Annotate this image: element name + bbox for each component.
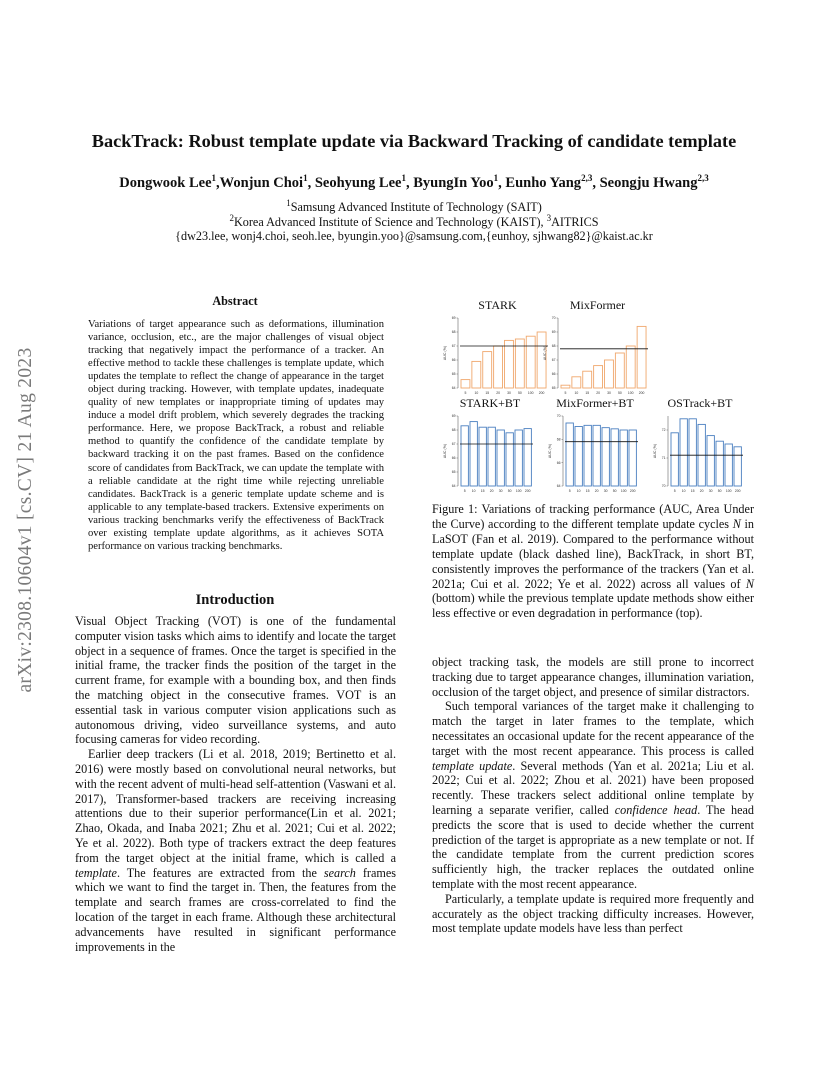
x-tick-label: 50	[612, 489, 617, 493]
y-tick-label: 69	[551, 330, 556, 335]
x-tick-label: 100	[725, 489, 732, 493]
right-paragraph-1: object tracking task, the models are still prone to incorrect tracking due to target appearance changes, illumination variation, occlusion of the target object, and presence of similar distractors.	[432, 655, 754, 699]
intro-paragraph-2: Earlier deep trackers (Li et al. 2018, 2019; Bertinetto et al. 2016) were mostly based on convolutional neural networks, but with the recent advent of multi-head self-attention (Vaswani et al. 2017), Transformer-based trackers are receiving increasing attentions due to their superior performance(Lin et al. 2021; Zhao, Okada, and Inaba 2021; Zhu et al. 2021; Cui et al. 2022; Ye et al. 2022). Both type of trackers extract the deep features from the target object at the initial frame, which is called a template. The features are extracted from the search frames which we want to find the target in. Then, the features from the template and search frames are cross-correlated to find the location of the target in each frame. Although these architectural advancements have resulted in significant performance improvements in the	[75, 747, 396, 954]
x-tick-label: 15	[585, 489, 590, 493]
author-list: Dongwook Lee$^1$,Wonjun Choi$^1$, Seohyung Lee$^1$, ByungIn Yoo$^1$, Eunho Yang$^{2,3}$, Seongju Hwang$^{2,3}$	[119, 173, 709, 191]
chart-mixformer	[540, 298, 655, 398]
x-tick-label: 20	[596, 391, 600, 395]
bar	[526, 336, 535, 388]
x-tick-label: 5	[463, 489, 466, 493]
right-paragraph-2: Such temporal variances of the target make it challenging to match the target in later frames to the template, which necessitates an occasional update for the recent appearance of the target with the most recent appearance. This process is called template update. Several methods (Yan et al. 2021a; Liu et al. 2022; Cui et al. 2022; Zhou et al. 2021) have been proposed recently. These trackers select additional online template by learning a separate verifier, called confidence head. The head predicts the score that is used to decide whether the current prediction of the target is appropriate as a new template or not. If the candidate template from the current prediction scores sufficiently high, the tracker replaces the outdated online template with the most recent appearance.	[432, 699, 755, 891]
bar	[680, 419, 687, 486]
bar	[626, 346, 635, 388]
x-tick-label: 200	[629, 489, 636, 493]
x-tick-label: 10	[574, 391, 579, 395]
y-tick-label: 64	[451, 386, 456, 391]
y-tick-label: 69	[451, 414, 456, 419]
x-tick-label: 50	[517, 391, 522, 395]
affiliation-1: $^1$Samsung Advanced Institute of Technology (SAIT)	[286, 198, 542, 215]
bar	[725, 444, 732, 486]
y-axis-label: AUC (%)	[443, 443, 447, 459]
x-tick-label: 100	[515, 489, 522, 493]
introduction-heading: Introduction	[195, 592, 275, 608]
bar	[611, 429, 618, 486]
bar	[671, 433, 678, 486]
x-tick-label: 5	[568, 489, 571, 493]
x-tick-label: 20	[496, 391, 500, 395]
bar	[488, 427, 495, 486]
x-tick-label: 15	[585, 391, 590, 395]
bar	[584, 425, 591, 486]
arxiv-identifier: arXiv:2308.10604v1 [cs.CV] 21 Aug 2023	[15, 347, 36, 693]
x-tick-label: 15	[480, 489, 485, 493]
bar	[620, 430, 627, 486]
x-tick-label: 50	[717, 489, 722, 493]
introduction-body	[75, 614, 396, 954]
y-tick-label: 68	[556, 437, 561, 442]
right-column-text	[432, 655, 754, 936]
bar	[470, 422, 477, 486]
x-tick-label: 5	[673, 489, 676, 493]
y-tick-label: 68	[451, 330, 456, 335]
bar	[566, 423, 573, 486]
y-axis-label: AUC (%)	[443, 345, 447, 361]
y-tick-label: 65	[551, 386, 556, 391]
y-tick-label: 70	[556, 414, 561, 419]
bar	[561, 385, 570, 388]
y-tick-label: 66	[451, 456, 456, 461]
chart-ostrack-bt	[650, 396, 750, 496]
x-tick-label: 5	[464, 391, 467, 395]
x-tick-label: 200	[734, 489, 741, 493]
right-paragraph-3: Particularly, a template update is required more frequently and accurately as the object tracking difficulty increases. However, most template update models have less than perfect	[432, 891, 754, 936]
y-axis-label: AUC (%)	[653, 443, 657, 459]
bar	[583, 371, 592, 388]
y-tick-label: 67	[551, 358, 556, 363]
bar	[515, 430, 522, 486]
chart-stark-bt	[440, 396, 540, 496]
bar	[605, 360, 614, 388]
x-tick-label: 200	[538, 391, 545, 395]
x-tick-label: 200	[638, 391, 645, 395]
y-tick-label: 64	[451, 484, 456, 489]
chart-plot	[545, 410, 645, 500]
chart-title: STARK+BT	[459, 396, 521, 410]
x-tick-label: 30	[498, 489, 503, 493]
y-tick-label: 65	[451, 372, 456, 377]
chart-plot	[440, 410, 540, 500]
x-tick-label: 200	[524, 489, 531, 493]
chart-title: STARK	[478, 298, 517, 312]
y-tick-label: 70	[551, 316, 556, 321]
y-tick-label: 66	[556, 460, 561, 465]
bar	[472, 361, 481, 388]
y-tick-label: 66	[451, 358, 456, 363]
y-tick-label: 65	[451, 470, 456, 475]
x-tick-label: 100	[620, 489, 627, 493]
x-tick-label: 10	[681, 489, 686, 493]
x-tick-label: 20	[594, 489, 599, 493]
x-tick-label: 100	[627, 391, 634, 395]
bar	[637, 326, 646, 388]
y-tick-label: 71	[661, 456, 666, 461]
y-tick-label: 66	[551, 372, 556, 377]
x-tick-label: 30	[507, 391, 511, 395]
bar	[524, 429, 531, 486]
chart-title: OSTrack+BT	[667, 396, 733, 410]
bar	[716, 441, 723, 486]
bar	[494, 346, 503, 388]
y-tick-label: 70	[661, 484, 666, 489]
bar	[575, 427, 582, 487]
x-tick-label: 20	[489, 489, 494, 493]
bar	[689, 419, 696, 486]
x-tick-label: 10	[576, 489, 581, 493]
y-tick-label: 67	[451, 442, 456, 447]
bar	[483, 352, 492, 388]
bar	[461, 380, 470, 388]
x-tick-label: 30	[708, 489, 713, 493]
x-tick-label: 15	[690, 489, 695, 493]
abstract-heading: Abstract	[212, 294, 258, 308]
abstract-body: Variations of target appearance such as deformations, illumination variance, occlusion, etc., are the major challenges of visual object tracking that negatively impact the performance of a tracker. An effective method to tackle these challenges is template update, which updates the template to reflect the change of appearance in the target object during tracking. However, with template updates, inadequate quality of new templates or inappropriate timing of updates may induce a model drift problem, which severely degrades the tracking performance. Here, we propose BackTrack, a robust and reliable method to quantify the confidence of the candidate template by backward tracking it on the past frames. Based on the confidence score of candidates from BackTrack, we can update the template with a reliable candidate at the right time while rejecting unreliable candidates. BackTrack is a generic template update scheme and is applicable to any template-based trackers. Extensive experiments on various tracking benchmarks verify the effectiveness of BackTrack over existing template update algorithms, as it achieves SOTA performance on various tracking benchmarks.	[88, 319, 384, 552]
bar	[629, 430, 636, 486]
x-tick-label: 30	[603, 489, 608, 493]
y-axis-label: AUC (%)	[543, 345, 547, 361]
chart-title: MixFormer	[569, 298, 626, 312]
author-emails: {dw23.lee, wonj4.choi, seoh.lee, byungin.yoo}@samsung.com,{eunhoy, sjhwang82}@kaist.ac.kr	[175, 229, 653, 243]
x-tick-label: 20	[699, 489, 704, 493]
intro-paragraph-1: Visual Object Tracking (VOT) is one of the fundamental computer vision tasks which aims to identify and locate the target object in a sequence of frames. Once the target is specified in the initial frame, the tracker finds the position of the target in the current frame, for example with a bounding box, and then finds the matching object in the consecutive frames. VOT is an essential task in various computer vision applications such as autonomous driving, video surveillance systems, and auto focusing cameras for video recording.	[75, 614, 396, 747]
bar	[615, 353, 624, 388]
figure-caption: Figure 1: Variations of tracking performance (AUC, Area Under the Curve) according to the different template update cycles N in LaSOT (Fan et al. 2019). Compared to the performance without template update (black dashed line), BackTrack, in short BT, consistently improves the performance of the trackers (Yan et al. 2021a; Cui et al. 2022; Ye et al. 2022) across all values of N (bottom) while the previous template update methods show either less effective or even degradation in performance (top).	[432, 502, 754, 621]
bar	[505, 340, 514, 388]
bar	[602, 428, 609, 486]
x-tick-label: 10	[474, 391, 479, 395]
bar	[461, 426, 468, 486]
chart-stark	[440, 298, 555, 398]
y-tick-label: 68	[451, 428, 456, 433]
bar	[707, 436, 714, 486]
bar	[572, 377, 581, 388]
x-tick-label: 50	[617, 391, 622, 395]
x-tick-label: 50	[507, 489, 512, 493]
bar	[497, 430, 504, 486]
affiliation-2: $^2$Korea Advanced Institute of Science and Technology (KAIST), $^3$AITRICS	[229, 213, 599, 230]
x-tick-label: 100	[527, 391, 534, 395]
chart-title: MixFormer+BT	[556, 396, 634, 410]
y-tick-label: 64	[556, 484, 561, 489]
chart-mixformer-bt	[545, 396, 645, 496]
x-tick-label: 15	[485, 391, 490, 395]
y-tick-label: 72	[661, 428, 666, 433]
y-tick-label: 67	[451, 344, 456, 349]
x-tick-label: 10	[471, 489, 476, 493]
bar	[734, 447, 741, 486]
bar	[506, 433, 513, 486]
chart-plot	[540, 312, 655, 402]
bar	[594, 366, 603, 388]
y-axis-label: AUC (%)	[548, 443, 552, 459]
paper-title: BackTrack: Robust template update via Backward Tracking of candidate template	[91, 131, 737, 151]
x-tick-label: 30	[607, 391, 611, 395]
chart-plot	[440, 312, 555, 402]
bar	[593, 425, 600, 486]
y-tick-label: 68	[551, 344, 556, 349]
bar	[479, 427, 486, 486]
chart-plot	[650, 410, 750, 500]
x-tick-label: 5	[564, 391, 567, 395]
y-tick-label: 69	[451, 316, 456, 321]
